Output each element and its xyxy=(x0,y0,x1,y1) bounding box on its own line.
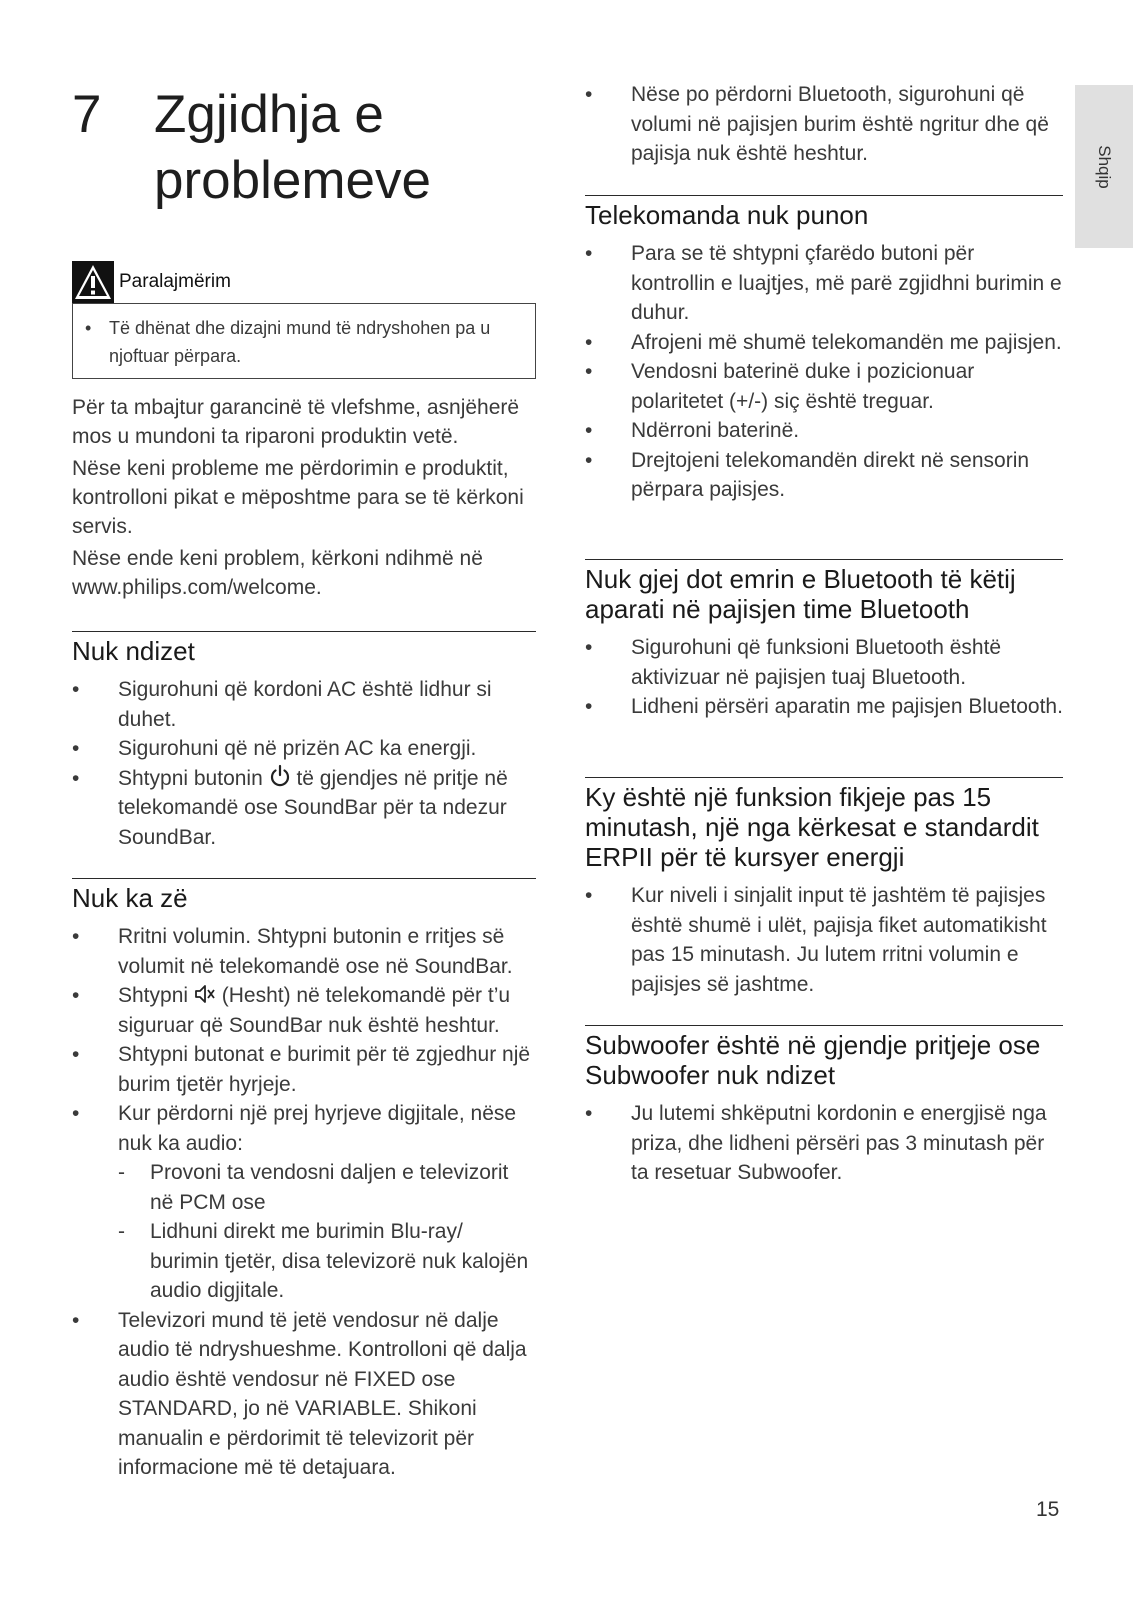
section-divider xyxy=(72,631,536,632)
paragraph: Nëse ende keni problem, kërkoni ndihmë në www.philips.com/welcome. xyxy=(72,547,483,599)
section-subwoofer xyxy=(585,1025,1063,1188)
section-title: Nuk gjej dot emrin e Bluetooth të këtij aparati në pajisjen time Bluetooth xyxy=(585,564,1016,624)
mute-icon xyxy=(194,983,216,1005)
section-title: Telekomanda nuk punon xyxy=(585,200,869,230)
power-icon xyxy=(269,764,291,788)
list-item: • Kur përdorni një prej hyrjeve digjitale, nëse nuk ka audio: - Provoni ta vendosni daljen e televizorit në PCM ose - Lidhuni direkt me burimin Blu-ray/ burimin tjetër, disa televizorë nuk kalojën audio digjitale. xyxy=(72,1099,536,1306)
section-divider xyxy=(585,777,1063,778)
language-tab-label: Shqip xyxy=(1095,144,1114,189)
section-title: Ky është një funksion fikjeje pas 15 minutash, një nga kërkesat e standardit ERPII për të kursyer energji xyxy=(585,782,1039,872)
warning-header xyxy=(72,261,536,303)
list-item: • Ju lutemi shkëputni kordonin e energjisë nga priza, dhe lidheni përsëri pas 3 minutash për ta resetuar Subwoofer. xyxy=(585,1102,1047,1184)
list-item: • Shtypni (Hesht) në telekomandë për t’u siguruar që SoundBar nuk është heshtur. xyxy=(72,984,511,1037)
section-auto-off xyxy=(585,777,1063,999)
paragraph: Për ta mbajtur garancinë të vlefshme, asnjëherë mos u mundoni ta riparoni produktin vetë. xyxy=(72,396,520,448)
sub-list-item: - Provoni ta vendosni daljen e televizorit në PCM ose xyxy=(118,1161,509,1214)
list-item: • Shtypni butonat e burimit për të zgjedhur një burim tjetër hyrjeje. xyxy=(72,1043,531,1096)
list-item: • Drejtojeni telekomandën direkt në sensorin përpara pajisjes. xyxy=(585,448,1030,501)
section-divider xyxy=(72,878,536,879)
section-no-power xyxy=(72,631,536,852)
section-bluetooth-tip xyxy=(585,80,1063,169)
paragraph: Nëse keni probleme me përdorimin e produktit, kontrolloni pikat e mëposhtme para se të kërkoni servis. xyxy=(72,457,524,538)
list-item: • Sigurohuni që kordoni AC është lidhur si duhet. xyxy=(72,678,492,731)
section-divider xyxy=(585,559,1063,560)
chapter-title: Zgjidhja e problemeve xyxy=(154,85,431,210)
section-bluetooth-name xyxy=(585,559,1063,722)
section-title: Nuk ndizet xyxy=(72,636,195,666)
list-item: • Kur niveli i sinjalit input të jashtëm të pajisjes është shumë i ulët, pajisja fiket automatikisht pas 15 minutash. Ju lutem rritni volumin e pajisjes së jashtme. xyxy=(585,884,1047,996)
list-item: • Të dhënat dhe dizajni mund të ndryshohen pa u njoftuar përpara. xyxy=(85,314,523,370)
list-item: • Televizori mund të jetë vendosur në dalje audio të ndryshueshme. Kontrolloni që dalja audio është vendosur në FIXED ose STANDARD, jo në VARIABLE. Shikoni manualin e përdorimit të televizorit për informacione më të detajuara. xyxy=(72,1308,527,1479)
list-item: • Para se të shtypni çfarëdo butoni për kontrollin e luajtjes, më parë zgjidhni burimin e duhur. xyxy=(585,242,1062,324)
section-divider xyxy=(585,1025,1063,1026)
section-remote xyxy=(585,195,1063,505)
intro-text xyxy=(72,393,536,605)
list-item: • Nëse po përdorni Bluetooth, sigurohuni që volumi në pajisjen burim është ngritur dhe që pajisja nuk është heshtur. xyxy=(585,83,1049,165)
sub-list-item: - Lidhuni direkt me burimin Blu-ray/ burimin tjetër, disa televizorë nuk kalojën audio digjitale. xyxy=(118,1220,529,1302)
list-item: • Sigurohuni që në prizën AC ka energji. xyxy=(72,737,477,760)
list-item: • Vendosni baterinë duke i pozicionuar polaritetet (+/-) siç është treguar. xyxy=(585,360,975,413)
list-item: • Lidheni përsëri aparatin me pajisjen Bluetooth. xyxy=(585,695,1063,718)
section-no-sound xyxy=(72,878,536,1483)
list-item: • Rritni volumin. Shtypni butonin e rritjes së volumit në telekomandë ose në SoundBar. xyxy=(72,925,513,978)
warning-text: Të dhënat dhe dizajni mund të ndryshohen pa u njoftuar përpara. xyxy=(109,318,491,366)
section-divider xyxy=(585,195,1063,196)
list-item: • Shtypni butonin të gjendjes në pritje në telekomandë ose SoundBar për ta ndezur SoundBar. xyxy=(72,764,536,853)
list-item: • Ndërroni baterinë. xyxy=(585,419,800,442)
warning-label: Paralajmërim xyxy=(119,271,231,292)
chapter-number: 7 xyxy=(72,85,102,144)
page-number: 15 xyxy=(1036,1498,1060,1521)
warning-triangle-icon xyxy=(72,261,114,303)
list-item: • Afrojeni më shumë telekomandën me pajisjen. xyxy=(585,330,1062,354)
list-item: • Sigurohuni që funksioni Bluetooth është aktivizuar në pajisjen tuaj Bluetooth. xyxy=(585,636,1002,689)
warning-box xyxy=(72,261,536,379)
section-title: Nuk ka zë xyxy=(72,883,188,913)
warning-content xyxy=(72,303,536,379)
section-title: Subwoofer është në gjendje pritjeje ose Subwoofer nuk ndizet xyxy=(585,1030,1041,1090)
language-tab xyxy=(1075,85,1133,248)
